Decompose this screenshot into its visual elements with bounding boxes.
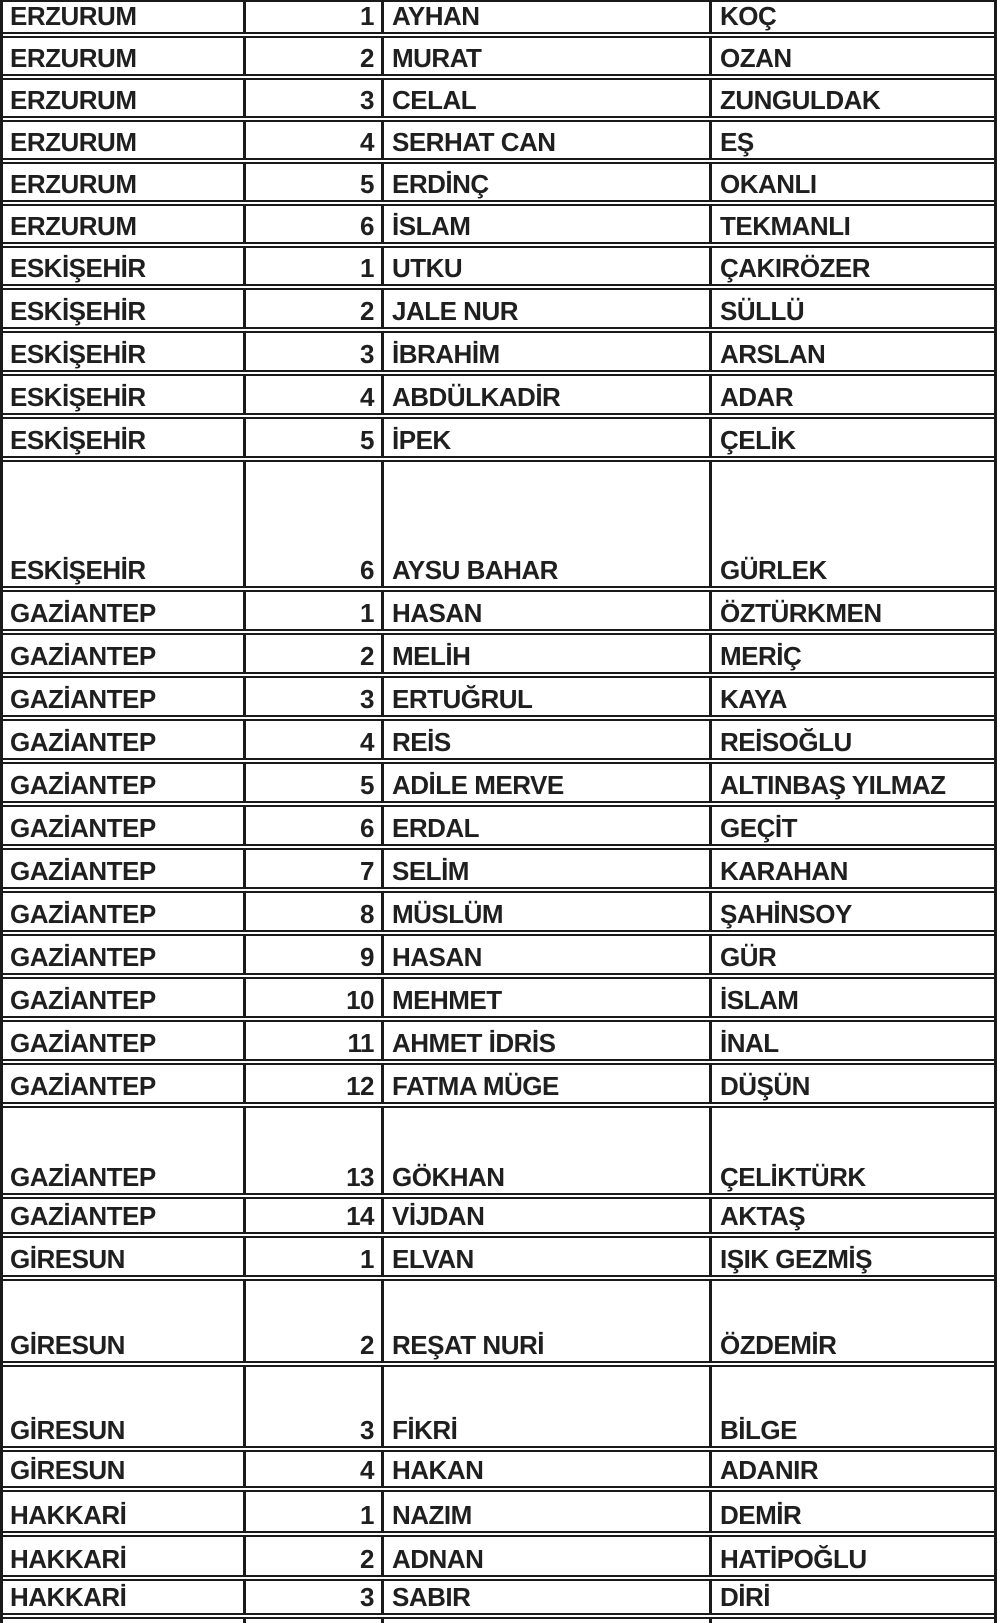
- last-name-cell: IŞIK GEZMİŞ: [720, 1244, 872, 1274]
- table-row: [3, 721, 994, 764]
- city-cell: ESKİŞEHİR: [3, 376, 246, 413]
- rank-cell: 1: [246, 2, 384, 32]
- last-name-cell: GÜRLEK: [720, 555, 827, 585]
- city-cell: GİRESUN: [3, 1281, 246, 1361]
- city-cell: HAKKARİ: [3, 1581, 246, 1613]
- first-name-cell: SELİM: [384, 850, 712, 887]
- city-cell: GAZİANTEP: [3, 635, 246, 672]
- city-cell: GAZİANTEP: [3, 979, 246, 1016]
- city-cell: [3, 1619, 246, 1623]
- city-cell: HAKKARİ: [3, 1537, 246, 1575]
- first-name-cell: GÖKHAN: [384, 1108, 712, 1193]
- last-name-cell: ÖZDEMİR: [720, 1330, 837, 1360]
- last-name-cell: GEÇİT: [720, 813, 797, 843]
- rank-cell: 6: [246, 206, 384, 242]
- rank-cell: 11: [246, 1022, 384, 1059]
- table-row: [3, 1581, 994, 1619]
- table-row: [3, 1537, 994, 1581]
- table-row: [3, 290, 994, 333]
- rank-cell: 2: [246, 1281, 384, 1361]
- table-row: [3, 1281, 994, 1367]
- rank-cell: 4: [246, 122, 384, 158]
- first-name-cell: ADİLE MERVE: [384, 764, 712, 801]
- last-name-cell: GÜR: [720, 942, 777, 972]
- city-cell: GİRESUN: [3, 1367, 246, 1446]
- first-name-cell: MURAT: [384, 38, 712, 74]
- last-name-cell: AKTAŞ: [720, 1201, 806, 1231]
- rank-cell: 4: [246, 376, 384, 413]
- table-row: [3, 1492, 994, 1537]
- city-cell: GAZİANTEP: [3, 592, 246, 629]
- city-cell: GAZİANTEP: [3, 764, 246, 801]
- table-row: [3, 979, 994, 1022]
- first-name-cell: İPEK: [384, 419, 712, 456]
- table-row: [3, 1452, 994, 1492]
- city-cell: GAZİANTEP: [3, 1199, 246, 1232]
- first-name-cell: NAZIM: [384, 1492, 712, 1531]
- rank-cell: 10: [246, 979, 384, 1016]
- last-name-cell: KAYA: [720, 684, 787, 714]
- first-name-cell: FATMA MÜGE: [384, 1065, 712, 1102]
- table-row: [3, 807, 994, 850]
- table-row: [3, 248, 994, 290]
- rank-cell: 2: [246, 1537, 384, 1575]
- city-cell: ESKİŞEHİR: [3, 290, 246, 327]
- rank-cell: 6: [246, 462, 384, 586]
- first-name-cell: İBRAHİM: [384, 333, 712, 370]
- first-name-cell: ERDİNÇ: [384, 164, 712, 200]
- rank-cell: 4: [246, 1452, 384, 1486]
- last-name-cell: ARSLAN: [720, 339, 826, 369]
- table-row: [3, 1022, 994, 1065]
- first-name-cell: MÜSLÜM: [384, 893, 712, 930]
- rank-cell: 3: [246, 80, 384, 116]
- first-name-cell: HASAN: [384, 936, 712, 973]
- rank-cell: 3: [246, 1367, 384, 1446]
- first-name-cell: ADNAN: [384, 1537, 712, 1575]
- first-name-cell: AHMET İDRİS: [384, 1022, 712, 1059]
- last-name-cell: DEMİR: [720, 1500, 802, 1530]
- first-name-cell: CELAL: [384, 80, 712, 116]
- rank-cell: 4: [246, 721, 384, 758]
- last-name-cell: REİSOĞLU: [720, 727, 852, 757]
- last-name-cell: [712, 1619, 994, 1623]
- table-row: [3, 38, 994, 80]
- rank-cell: 5: [246, 164, 384, 200]
- city-cell: ESKİŞEHİR: [3, 462, 246, 586]
- first-name-cell: MELİH: [384, 635, 712, 672]
- first-name-cell: UTKU: [384, 248, 712, 284]
- city-cell: GİRESUN: [3, 1238, 246, 1275]
- table-row: [3, 936, 994, 979]
- rank-cell: [246, 1619, 384, 1623]
- rank-cell: 13: [246, 1108, 384, 1193]
- rank-cell: 5: [246, 764, 384, 801]
- last-name-cell: ÇAKIRÖZER: [720, 253, 871, 283]
- city-cell: GAZİANTEP: [3, 1022, 246, 1059]
- last-name-cell: OZAN: [720, 43, 792, 73]
- city-cell: ERZURUM: [3, 2, 246, 32]
- city-cell: ERZURUM: [3, 122, 246, 158]
- table-row: [3, 1065, 994, 1108]
- table-row: [3, 678, 994, 721]
- last-name-cell: OKANLI: [720, 169, 817, 199]
- table-row: [3, 893, 994, 936]
- last-name-cell: DİRİ: [720, 1582, 770, 1612]
- rank-cell: 7: [246, 850, 384, 887]
- table-row: [3, 122, 994, 164]
- first-name-cell: JALE NUR: [384, 290, 712, 327]
- last-name-cell: ŞAHİNSOY: [720, 899, 852, 929]
- rank-cell: 6: [246, 807, 384, 844]
- first-name-cell: AYHAN: [384, 2, 712, 32]
- city-cell: ERZURUM: [3, 80, 246, 116]
- city-cell: GAZİANTEP: [3, 936, 246, 973]
- city-cell: ESKİŞEHİR: [3, 419, 246, 456]
- last-name-cell: EŞ: [720, 127, 754, 157]
- city-cell: GAZİANTEP: [3, 1108, 246, 1193]
- last-name-cell: ÖZTÜRKMEN: [720, 598, 882, 628]
- table-row: [3, 592, 994, 635]
- first-name-cell: AYSU BAHAR: [384, 462, 712, 586]
- last-name-cell: İNAL: [720, 1028, 779, 1058]
- table-row: [3, 850, 994, 893]
- first-name-cell: REŞAT NURİ: [384, 1281, 712, 1361]
- first-name-cell: ERTUĞRUL: [384, 678, 712, 715]
- rank-cell: 3: [246, 333, 384, 370]
- first-name-cell: ERDAL: [384, 807, 712, 844]
- last-name-cell: MERİÇ: [720, 641, 802, 671]
- city-cell: GAZİANTEP: [3, 893, 246, 930]
- first-name-cell: İSLAM: [384, 206, 712, 242]
- rank-cell: 2: [246, 290, 384, 327]
- city-cell: GAZİANTEP: [3, 1065, 246, 1102]
- table-row: [3, 1199, 994, 1238]
- rank-cell: 3: [246, 678, 384, 715]
- last-name-cell: ÇELİK: [720, 425, 796, 455]
- rank-cell: 1: [246, 248, 384, 284]
- city-cell: HAKKARİ: [3, 1492, 246, 1531]
- rank-cell: 2: [246, 38, 384, 74]
- first-name-cell: VİJDAN: [384, 1199, 712, 1232]
- last-name-cell: ÇELİKTÜRK: [720, 1162, 866, 1192]
- rank-cell: 9: [246, 936, 384, 973]
- first-name-cell: HAKAN: [384, 1452, 712, 1486]
- last-name-cell: İSLAM: [720, 985, 799, 1015]
- city-cell: GAZİANTEP: [3, 807, 246, 844]
- rank-cell: 14: [246, 1199, 384, 1232]
- city-cell: ERZURUM: [3, 206, 246, 242]
- rank-cell: 12: [246, 1065, 384, 1102]
- first-name-cell: FİKRİ: [384, 1367, 712, 1446]
- last-name-cell: DÜŞÜN: [720, 1071, 810, 1101]
- table-row: [3, 206, 994, 248]
- table-row: [3, 1108, 994, 1199]
- table-row: [3, 80, 994, 122]
- rank-cell: 1: [246, 1492, 384, 1531]
- last-name-cell: ALTINBAŞ YILMAZ: [720, 770, 946, 800]
- table-row: [3, 1619, 994, 1623]
- rank-cell: 3: [246, 1581, 384, 1613]
- first-name-cell: SABIR: [384, 1581, 712, 1613]
- last-name-cell: HATİPOĞLU: [720, 1544, 867, 1574]
- last-name-cell: ADAR: [720, 382, 794, 412]
- last-name-cell: SÜLLÜ: [720, 296, 805, 326]
- table-row: [3, 764, 994, 807]
- first-name-cell: REİS: [384, 721, 712, 758]
- table-row: [3, 376, 994, 419]
- table-row: [3, 164, 994, 206]
- city-cell: GAZİANTEP: [3, 721, 246, 758]
- table-row: [3, 1238, 994, 1281]
- table-row: [3, 462, 994, 592]
- city-cell: GAZİANTEP: [3, 850, 246, 887]
- first-name-cell: MEHMET: [384, 979, 712, 1016]
- table-row: [3, 333, 994, 376]
- last-name-cell: KOÇ: [720, 2, 777, 31]
- city-cell: GAZİANTEP: [3, 678, 246, 715]
- first-name-cell: [384, 1619, 712, 1623]
- rank-cell: 2: [246, 635, 384, 672]
- rank-cell: 8: [246, 893, 384, 930]
- table-row: [3, 419, 994, 462]
- table-row: [3, 635, 994, 678]
- last-name-cell: ADANIR: [720, 1455, 819, 1485]
- city-cell: ERZURUM: [3, 38, 246, 74]
- last-name-cell: TEKMANLI: [720, 211, 851, 241]
- city-cell: ERZURUM: [3, 164, 246, 200]
- table-row: [3, 2, 994, 38]
- rank-cell: 1: [246, 1238, 384, 1275]
- first-name-cell: HASAN: [384, 592, 712, 629]
- rank-cell: 1: [246, 592, 384, 629]
- first-name-cell: SERHAT CAN: [384, 122, 712, 158]
- last-name-cell: KARAHAN: [720, 856, 848, 886]
- table-row: [3, 1367, 994, 1452]
- first-name-cell: ABDÜLKADİR: [384, 376, 712, 413]
- rank-cell: 5: [246, 419, 384, 456]
- last-name-cell: BİLGE: [720, 1415, 797, 1445]
- city-cell: ESKİŞEHİR: [3, 248, 246, 284]
- first-name-cell: ELVAN: [384, 1238, 712, 1275]
- city-cell: ESKİŞEHİR: [3, 333, 246, 370]
- last-name-cell: ZUNGULDAK: [720, 85, 881, 115]
- city-cell: GİRESUN: [3, 1452, 246, 1486]
